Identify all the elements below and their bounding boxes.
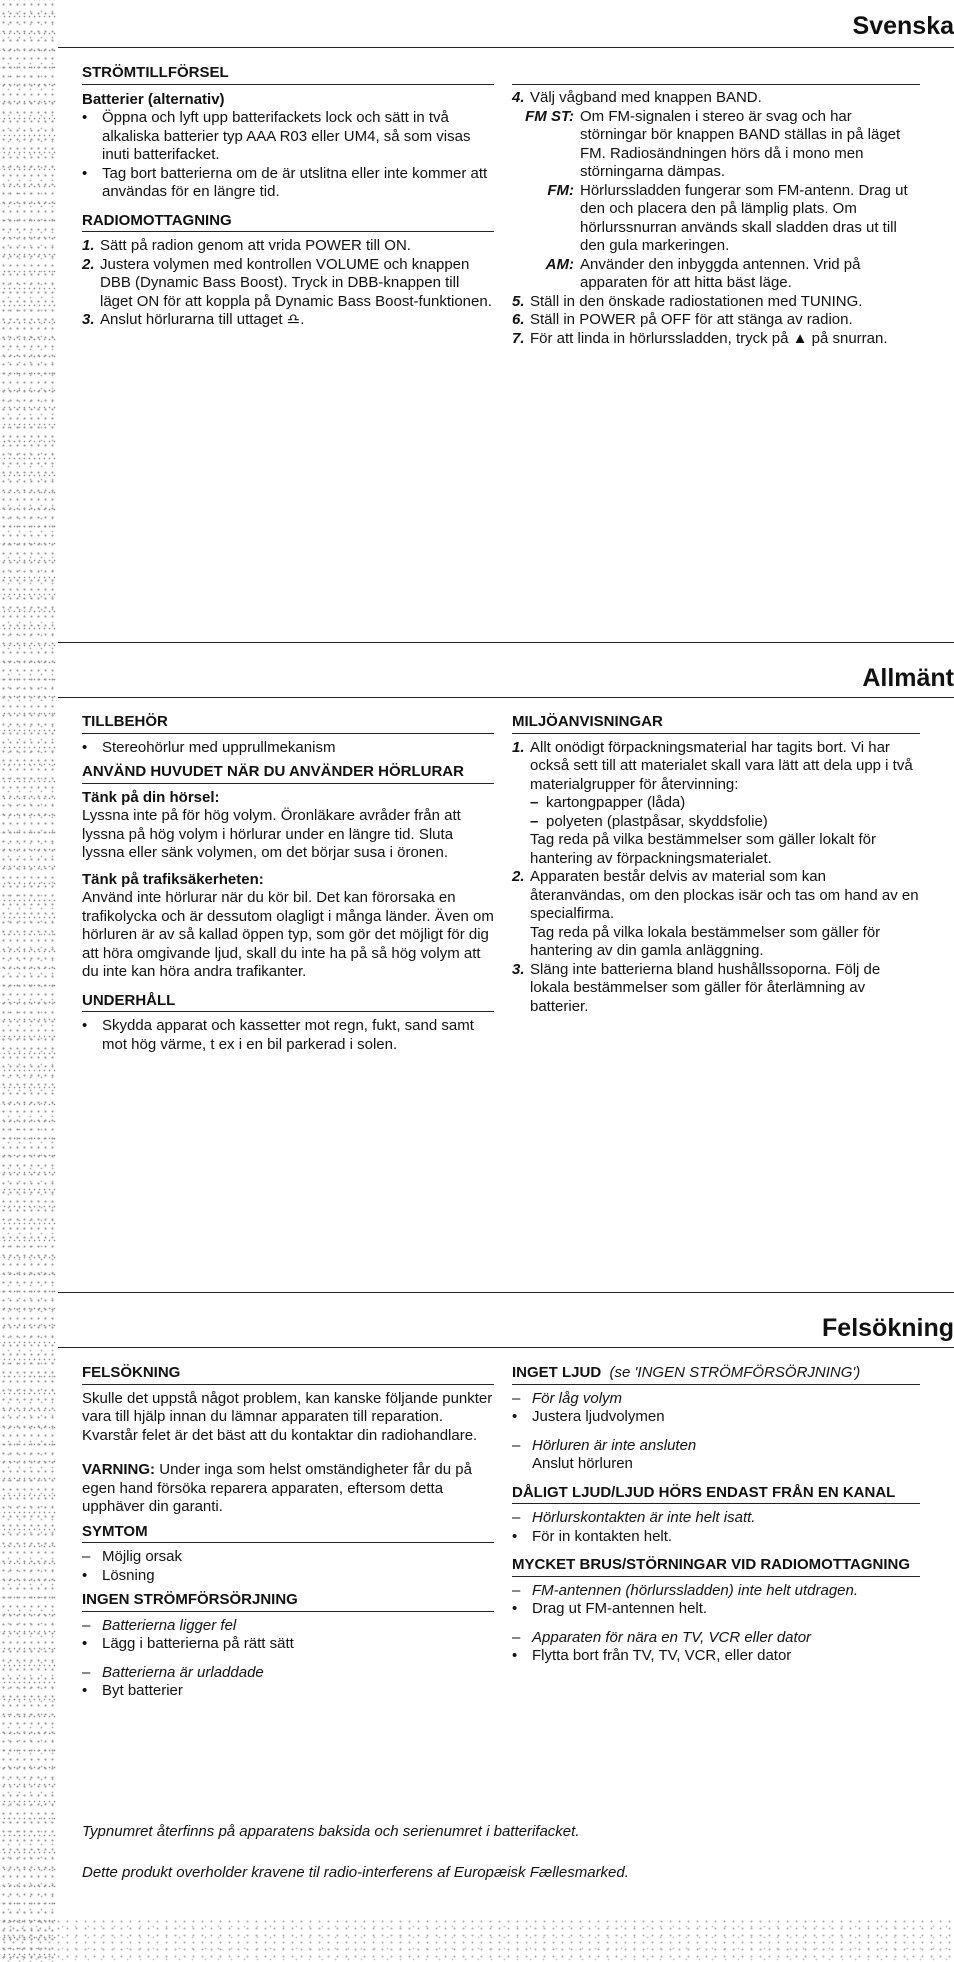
power-heading: STRÖMTILLFÖRSEL [82, 64, 494, 85]
symptom-heading: SYMTOM [82, 1523, 494, 1544]
warning-text: VARNING: Under inga som helst omständigheter får du på egen hand försöka reparera apparaten, eftersom detta upphäver din garanti. [82, 1461, 472, 1515]
traffic-text: Använd inte hörlurar när du kör bil. Det kan förorsaka en trafikolycka och är dessutom olagligt i många länder. Även om hörluren är av så kallad öppen typ, som gör det möjligt för dig att höra omgivande ljud, skall du inte ha på så hög volym att du inte kan höra andra trafikanter. [82, 889, 494, 980]
env-item: 3. Släng inte batterierna bland hushållssoporna. Följ de lokala bestämmelser som gäller för återlämning av batterier. [512, 960, 881, 1015]
hearing-text: Lyssna inte på för hög volym. Öronläkare avråder från att lyssna på hög volym i hörlurar under en längre tid. Sluta lyssna eller sänk volymen, om det börjar susa i öronen. [82, 807, 461, 861]
cause-item: – Hörlurskontakten är inte helt isatt. [512, 1509, 756, 1526]
fix-item: • Lägg i batterierna på rätt sätt [82, 1635, 294, 1652]
fix-item: • Flytta bort från TV, TV, VCR, eller dator [512, 1647, 792, 1664]
radio-step: 2. Justera volymen med kontrollen VOLUME och knappen DBB (Dynamic Bass Boost). Tryck in DBB-knappen till läget ON för att koppla på Dynamic Bass Boost-funktionen. [82, 255, 492, 310]
troubleshooting-intro: Skulle det uppstå något problem, kan kanske följande punkter vara till hjälp innan du lämnar apparaten till reparation. Kvarstår felet är det bäst att du kontaktar din radiohandlare. [82, 1389, 493, 1444]
radio-step: 6. Ställ in POWER på OFF för att stänga av radion. [512, 311, 853, 328]
svenska-right-column [512, 84, 920, 348]
no-sound-heading: INGET LJUD (se 'INGEN STRÖMFÖRSÖRJNING') [512, 1364, 920, 1385]
footnote-interference: Dette produkt overholder kravene til radio-interferens af Europæisk Fællesmarked. [82, 1864, 629, 1881]
cause-item: – Hörluren är inte ansluten [512, 1436, 697, 1454]
cause-item: – För låg volym [512, 1389, 623, 1407]
troubleshooting-heading: FELSÖKNING [82, 1364, 494, 1385]
battery-heading: Batterier (alternativ) [82, 90, 225, 108]
section-rule-top-felsokning [58, 1292, 954, 1293]
allmant-left-column [82, 713, 494, 1054]
radio-step: 5. Ställ in den önskade radiostationen med TUNING. [512, 292, 863, 310]
section-title-allmant: Allmänt [862, 664, 954, 692]
section-rule-felsokning [58, 1347, 954, 1348]
no-power-heading: INGEN STRÖMFÖRSÖRJNING [82, 1591, 494, 1612]
battery-item: • Tag bort batterierna om de är utslitna eller inte kommer att användas för en längre tid. [82, 164, 488, 200]
section-rule-top-allmant [58, 642, 954, 643]
bad-sound-heading: DÅLIGT LJUD/LJUD HÖRS ENDAST FRÅN EN KANAL [512, 1484, 920, 1505]
radio-step: 3. Anslut hörlurarna till uttaget ♎. [82, 311, 305, 328]
environment-heading: MILJÖANVISNINGAR [512, 713, 920, 734]
traffic-heading: Tänk på trafiksäkerheten: [82, 870, 264, 888]
svenska-left-column [82, 64, 494, 330]
noise-heading: MYCKET BRUS/STÖRNINGAR VID RADIOMOTTAGNING [512, 1556, 920, 1577]
fix-item: Anslut hörluren [532, 1455, 633, 1472]
cause-item: – Apparaten för nära en TV, VCR eller dator [512, 1628, 812, 1646]
fix-item: • Byt batterier [82, 1682, 183, 1699]
fix-item: • För in kontakten helt. [512, 1527, 673, 1545]
radio-step: 1. Sätt på radion genom att vrida POWER till ON. [82, 237, 411, 254]
accessory-item: • Stereohörlur med upprullmekanism [82, 738, 336, 756]
cause-item: – Batterierna ligger fel [82, 1616, 237, 1634]
radio-step: 7. För att linda in hörlurssladden, tryck på ▲ på snurran. [512, 329, 888, 347]
fix-item: • Drag ut FM-antennen helt. [512, 1600, 708, 1617]
env-item: 2. Apparaten består delvis av material som kan återanvändas, om den plockas isär och tas om hand av en specialfirma. Tag reda på vilka lokala bestämmelser som gäller för hantering av din gamla anläggning. [512, 868, 919, 959]
band-fm: FM: Hörlurssladden fungerar som FM-antenn. Drag ut den och placera den på lämplig plats. Om hörlurssnurran används skall sladden dras ut till den gula markeringen. [547, 181, 908, 254]
hearing-heading: Tänk på din hörsel: [82, 788, 220, 806]
symptom-fix-legend: • Lösning [82, 1566, 155, 1584]
maintenance-heading: UNDERHÅLL [82, 992, 494, 1013]
radio-step: 4. Välj vågband med knappen BAND. [512, 89, 762, 106]
band-fmst: FM ST: Om FM-signalen i stereo är svag och har störningar bör knappen BAND ställas in på läget FM. Radiosändningen hörs då i mono men störningarna dämpas. [525, 107, 901, 180]
section-title-felsokning: Felsökning [822, 1314, 954, 1342]
scan-noise-left [0, 0, 56, 1962]
accessories-heading: TILLBEHÖR [82, 713, 494, 734]
footnote-type-number: Typnumret återfinns på apparatens baksida och serienumret i batterifacket. [82, 1823, 580, 1840]
cause-item: – FM-antennen (hörlurssladden) inte helt utdragen. [512, 1581, 859, 1599]
env-item: 1. Allt onödigt förpackningsmaterial har tagits bort. Vi har också sett till att materialet skall vara lätt att dela upp i två materialgrupper för återvinning: – kartongpapper (låda) – polyeten (plastpåsar, skyddsfolie) Tag reda på vilka bestämmelser som gäller lokalt för hantering av förpackningsmaterialet. [512, 738, 913, 867]
fix-item: • Justera ljudvolymen [512, 1408, 665, 1425]
section-rule-allmant [58, 697, 954, 698]
headphone-safety-heading: ANVÄND HUVUDET NÄR DU ANVÄNDER HÖRLURAR [82, 763, 494, 784]
radio-heading: RADIOMOTTAGNING [82, 212, 494, 233]
symptom-cause-legend: – Möjlig orsak [82, 1548, 183, 1565]
felsokning-left-column [82, 1364, 494, 1701]
allmant-right-column [512, 713, 920, 1016]
section-title-svenska: Svenska [852, 12, 954, 40]
scan-noise-bottom [0, 1918, 954, 1962]
section-rule-svenska [58, 47, 954, 48]
felsokning-right-column [512, 1364, 920, 1666]
cause-item: – Batterierna är urladdade [82, 1663, 264, 1681]
battery-item: • Öppna och lyft upp batterifackets lock och sätt in två alkaliska batterier typ AAA R03 eller UM4, så som visas inuti batterifacket. [82, 109, 471, 163]
maintenance-item: • Skydda apparat och kassetter mot regn, fukt, sand samt mot hög värme, t ex i en bil parkerad i solen. [82, 1017, 474, 1053]
band-am: AM: Använder den inbyggda antennen. Vrid på apparaten för att hitta bäst läge. [545, 255, 861, 291]
